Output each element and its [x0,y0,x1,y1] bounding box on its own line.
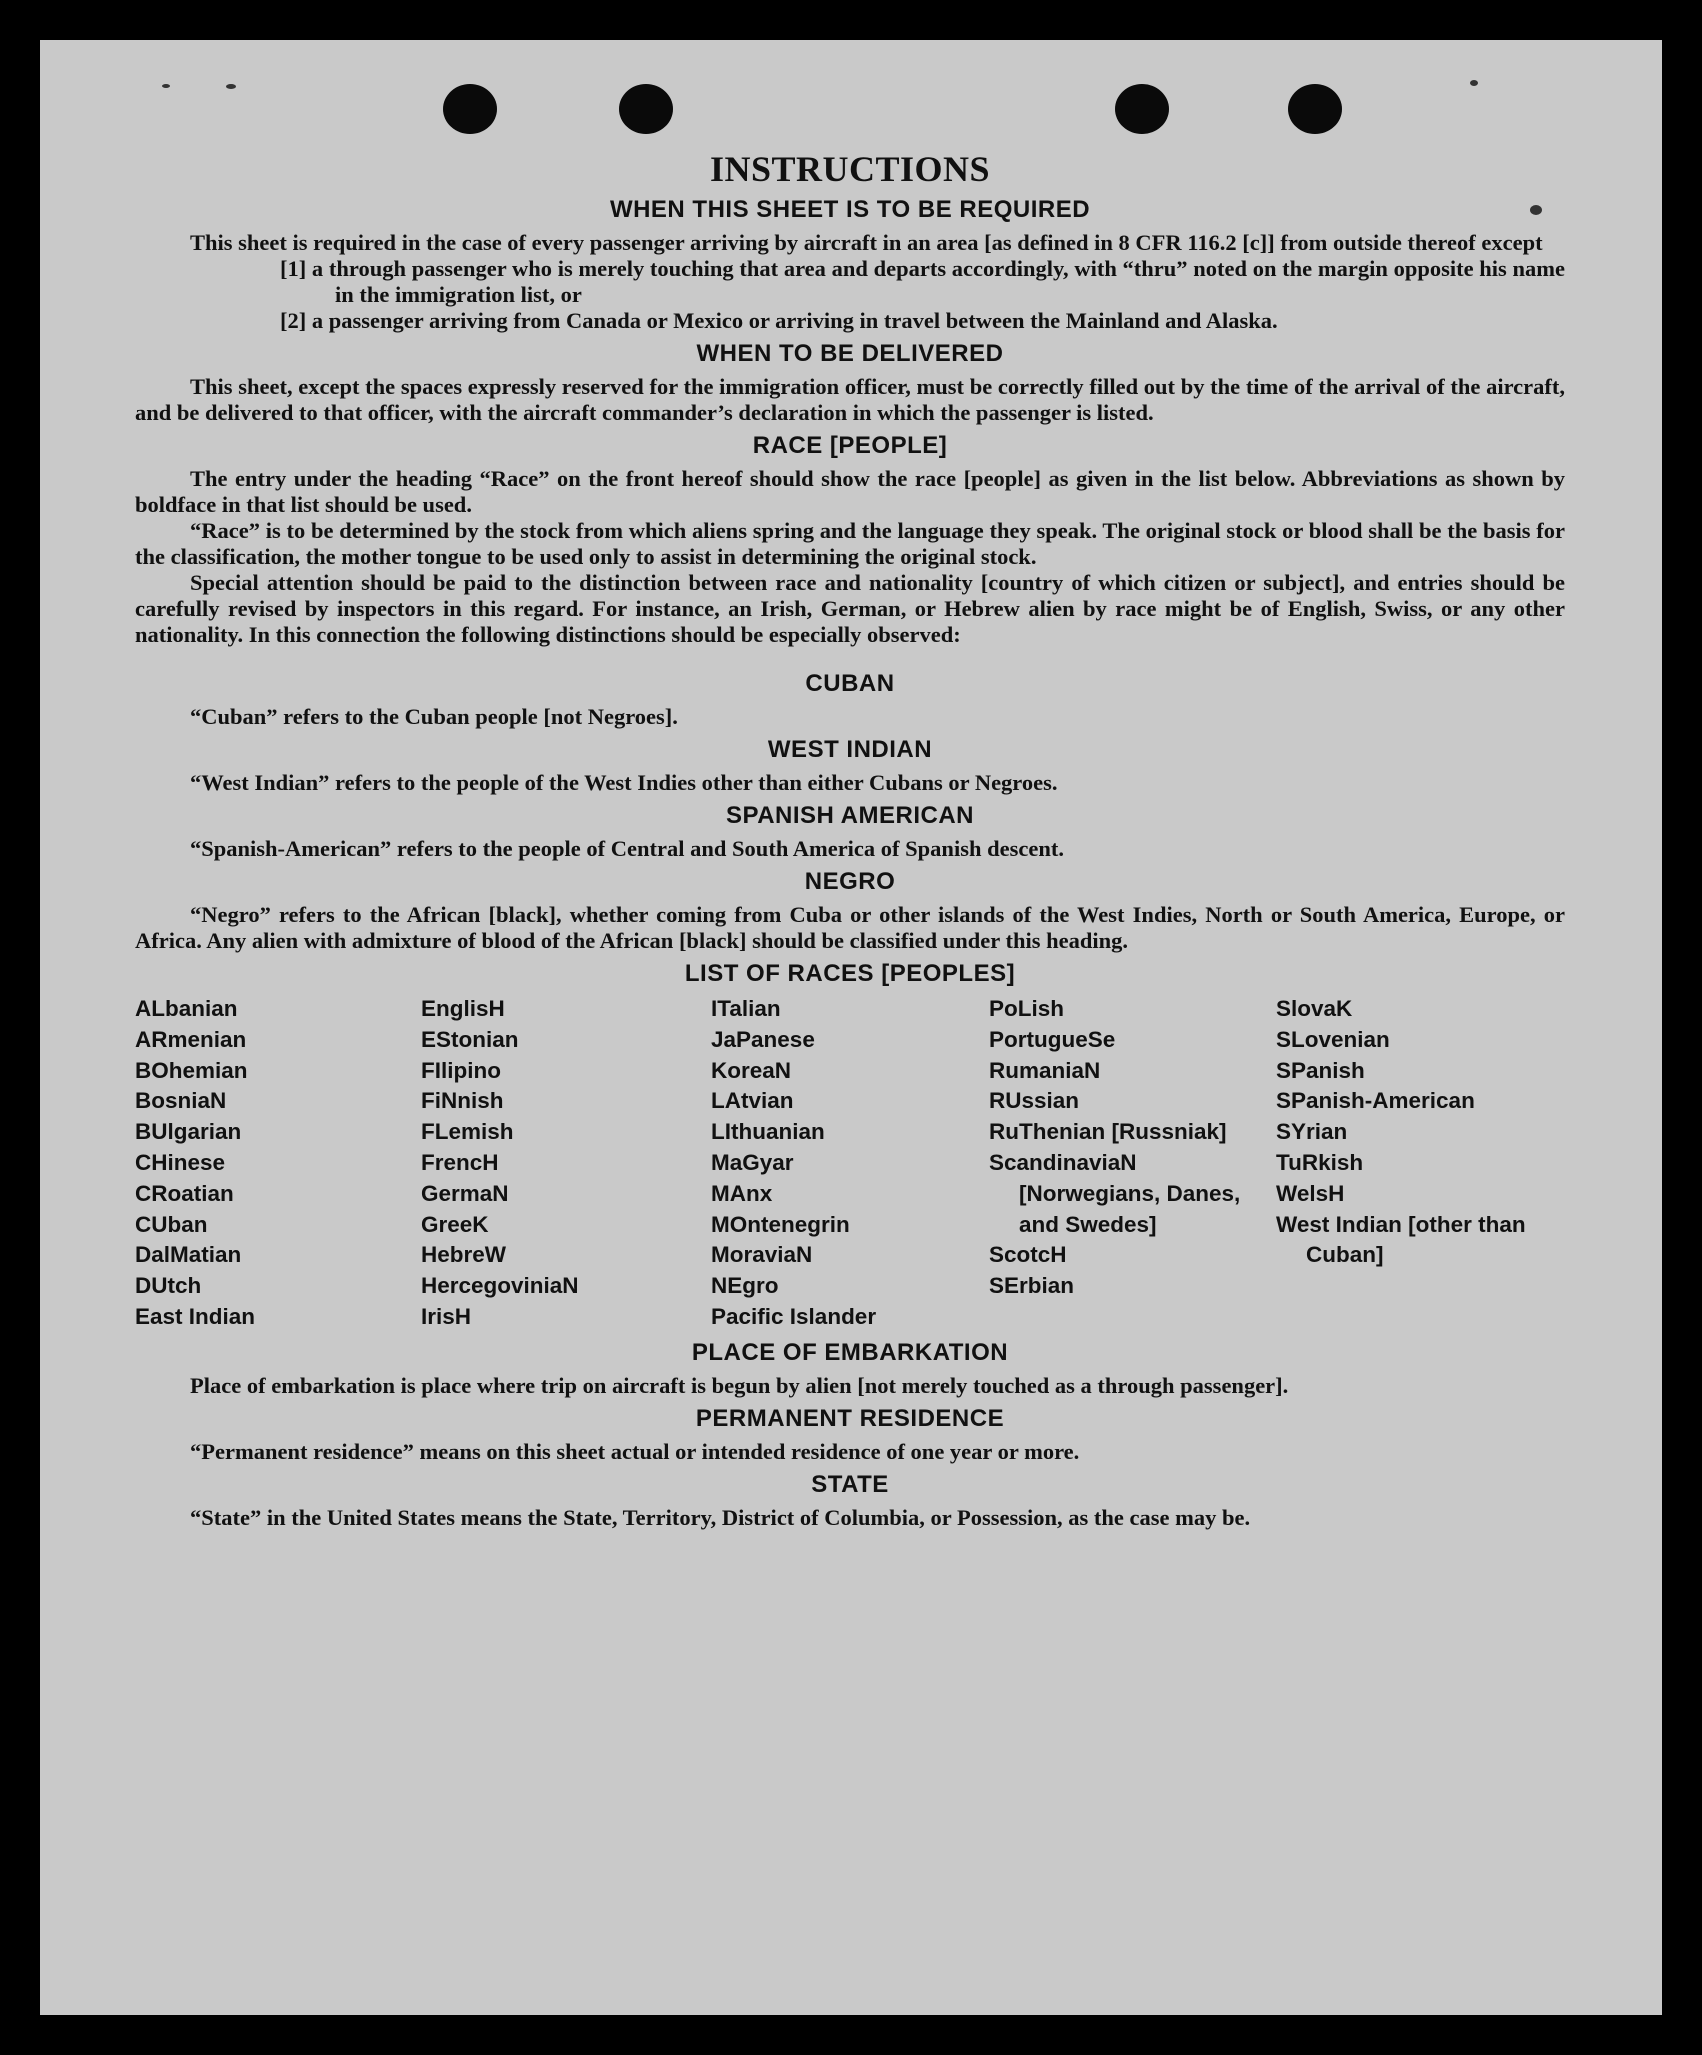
race-list-item: JaPanese [711,1026,815,1052]
race-list-item: IrisH [421,1303,472,1329]
ink-speck [1470,80,1478,86]
race-list-item: EStonian [421,1026,519,1052]
section-heading-list-of-races: LIST OF RACES [PEOPLES] [684,960,1016,987]
race-list-item: FLemish [421,1119,514,1145]
race-list-item: ARmenian [135,1026,247,1052]
race-list-item: FrencH [421,1149,499,1175]
race-list-item: MAnx [711,1180,773,1206]
race-list-item: BUlgarian [135,1119,242,1145]
race-column [711,994,989,1333]
document-page [40,40,1662,2015]
spanish-american-text: “Spanish-American” refers to the people of Central and South America of Spanish descent. [190,836,1064,861]
section-heading-when-required: WHEN THIS SHEET IS TO BE REQUIRED [609,196,1091,223]
race-list-item: FiNnish [421,1088,504,1114]
cuban-text: “Cuban” refers to the Cuban people [not Negroes]. [190,704,678,729]
race-list-item: RuThenian [Russniak] [989,1119,1227,1145]
state-text: “State” in the United States means the State, Territory, District of Columbia, or Possession, as the case may be. [190,1504,1251,1530]
negro-text: “Negro” refers to the African [black], whether coming from Cuba or other islands of the West Indies, North or South America, Europe, or Africa. Any alien with admixture of blood of the African [black] should be classified under this heading. [135,902,1565,953]
race-list-item: GermaN [421,1180,509,1206]
race-list-item: Pacific Islander [711,1303,877,1329]
race-list-item: GreeK [421,1211,489,1237]
race-list-item: East Indian [135,1303,256,1329]
race-list-item: SlovaK [1276,996,1353,1021]
punch-hole [1115,84,1169,134]
section-heading-race: RACE [PEOPLE] [752,432,948,459]
race-list-item: HebreW [421,1242,507,1268]
section-heading-permanent-residence: PERMANENT RESIDENCE [695,1404,1005,1432]
race-list-item: BosniaN [135,1088,227,1114]
race-list-item: CUban [135,1211,208,1237]
section-heading-spanish-american: SPANISH AMERICAN [725,802,974,829]
exception-item-1: [1] a through passenger who is merely touching that area and departs accordingly, with “thru” noted on the margin opposite his name in the immigration list, or [280,256,1565,307]
section-heading-state: STATE [811,1470,889,1498]
embarkation-text: Place of embarkation is place where trip on aircraft is begun by alien [not merely touched as a through passenger]. [190,1372,1289,1398]
when-required-intro: This sheet is required in the case of every passenger arriving by aircraft in an area [as defined in 8 CFR 116.2 [c]] from outside thereof except [190,230,1543,255]
race-list-item: LIthuanian [711,1119,825,1145]
race-list-item: PortugueSe [989,1026,1116,1052]
exception-item-2: [2] a passenger arriving from Canada or Mexico or arriving in travel between the Mainland and Alaska. [280,308,1278,333]
race-list-item: MoraviaN [711,1242,813,1268]
race-list-item: CRoatian [135,1180,234,1206]
west-indian-text: “West Indian” refers to the people of the West Indies other than either Cubans or Negroes. [190,770,1058,795]
race-list-item: ScotcH [989,1242,1067,1268]
race-list-item: BOhemian [135,1057,248,1083]
race-list-item: TuRkish [1276,1149,1364,1175]
race-list-item: HercegoviniaN [421,1273,579,1299]
race-list-item: NEgro [711,1273,779,1299]
section-heading-cuban: CUBAN [805,670,895,697]
race-paragraph-1: The entry under the heading “Race” on the front hereof should show the race [people] as given in the list below. Abbreviations as shown by boldface in that list should be used. [135,466,1565,517]
instructions-content [135,148,1565,1531]
punch-hole [619,84,673,134]
race-list-item: FIlipino [421,1057,501,1083]
punch-hole [443,84,497,134]
ink-speck [162,84,170,88]
race-list-item: MaGyar [711,1149,794,1175]
race-list-item: ALbanian [135,996,238,1021]
race-paragraph-2: “Race” is to be determined by the stock from which aliens spring and the language they speak. The original stock or blood shall be the basis for the classification, the mother tongue to be used only to assist in determining the original stock. [135,518,1565,569]
race-column [1276,994,1566,1333]
race-list-item: ScandinaviaN [Norwegians, Danes, and Swedes] [989,1149,1241,1237]
race-column [989,994,1276,1333]
race-list-item: DUtch [135,1273,202,1299]
race-list-item: RUssian [989,1088,1080,1114]
race-list-item: WelsH [1276,1180,1345,1206]
race-list-item: SPanish [1276,1057,1365,1083]
race-list-item: SErbian [989,1273,1075,1299]
race-list [135,994,1565,1333]
when-delivered-text: This sheet, except the spaces expressly reserved for the immigration officer, must be correctly filled out by the time of the arrival of the aircraft, and be delivered to that officer, with the aircraft commander’s declaration in which the passenger is listed. [135,374,1565,425]
race-list-item: ITalian [711,996,781,1021]
race-list-item: RumaniaN [989,1057,1101,1083]
ink-speck [226,84,236,89]
race-list-item: SYrian [1276,1119,1348,1145]
race-list-item: KoreaN [711,1057,792,1083]
page-title: INSTRUCTIONS [709,149,991,189]
race-paragraph-3: Special attention should be paid to the distinction between race and nationality [country of which citizen or subject], and entries should be carefully revised by inspectors in this regard. For instance, an Irish, German, or Hebrew alien by race might be of English, Swiss, or any other nationality. In this connection the following distinctions should be especially observed: [135,570,1565,647]
section-heading-negro: NEGRO [804,868,896,895]
section-heading-west-indian: WEST INDIAN [767,736,933,763]
race-column [135,994,421,1333]
race-list-item: SPanish-American [1276,1088,1475,1114]
permanent-residence-text: “Permanent residence” means on this sheet actual or intended residence of one year or more. [190,1438,1080,1464]
punch-hole [1288,84,1342,134]
race-list-item: LAtvian [711,1088,794,1114]
race-list-item: EnglisH [421,996,505,1021]
race-list-item: SLovenian [1276,1026,1390,1052]
section-heading-when-delivered: WHEN TO BE DELIVERED [696,340,1004,367]
race-list-item: CHinese [135,1149,226,1175]
race-list-item: DalMatian [135,1242,242,1268]
race-column [421,994,711,1333]
section-heading-embarkation: PLACE OF EMBARKATION [691,1338,1009,1366]
race-list-item: West Indian [other than Cuban] [1276,1211,1526,1268]
race-list-item: PoLish [989,996,1065,1021]
race-list-item: MOntenegrin [711,1211,850,1237]
